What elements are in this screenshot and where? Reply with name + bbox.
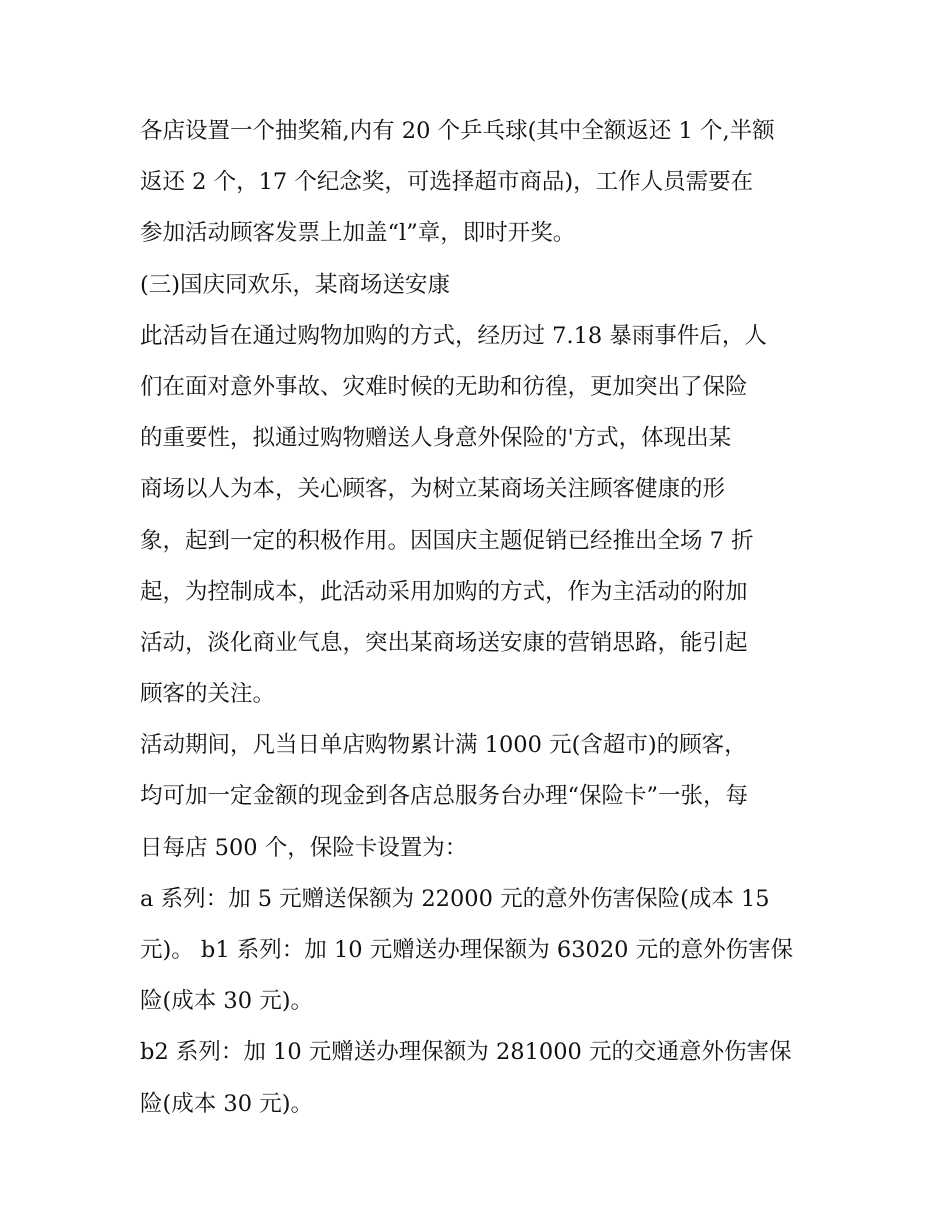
text-line: 顾客的关注。 (140, 681, 276, 708)
text-line: 活动期间，凡当日单店购物累计满 1000 元(含超市)的顾客， (140, 732, 747, 759)
text-line: 险(成本 30 元)。 (140, 1090, 313, 1117)
text-line: 起，为控制成本，此活动采用加购的方式，作为主活动的附加 (140, 578, 748, 605)
body-text (140, 106, 830, 1130)
text-line: 商场以人为本，关心顾客，为树立某商场关注顾客健康的形 (140, 476, 726, 503)
text-line: 象，起到一定的积极作用。因国庆主题促销已经推出全场 7 折 (140, 527, 754, 554)
text-line: 活动，淡化商业气息，突出某商场送安康的营销思路，能引起 (140, 629, 748, 656)
text-line: 险(成本 30 元)。 (140, 988, 313, 1015)
section-heading: (三)国庆同欢乐，某商场送安康 (140, 271, 451, 298)
text-line: 的重要性，拟通过购物赠送人身意外保险的'方式，体现出某 (140, 425, 732, 452)
text-line: 返还 2 个，17 个纪念奖，可选择超市商品)，工作人员需要在 (140, 169, 754, 196)
text-line: a 系列：加 5 元赠送保额为 22000 元的意外伤害保险(成本 15 (140, 885, 770, 912)
text-line: 们在面对意外事故、灾难时候的无助和彷徨，更加突出了保险 (140, 373, 748, 400)
text-line: 日每店 500 个，保险卡设置为： (140, 834, 468, 861)
text-line: 各店设置一个抽奖箱,内有 20 个乒乓球(其中全额返还 1 个,半额 (140, 118, 775, 144)
text-line: 此活动旨在通过购物加购的方式，经历过 7.18 暴雨事件后，人 (140, 322, 767, 349)
text-line: 均可加一定金额的现金到各店总服务台办理“保险卡”一张，每 (140, 783, 749, 810)
text-line: b2 系列：加 10 元赠送办理保额为 281000 元的交通意外伤害保 (140, 1039, 792, 1066)
text-line: 参加活动顾客发票上加盖“l”章，即时开奖。 (140, 220, 576, 247)
text-line: 元)。 b1 系列：加 10 元赠送办理保额为 63020 元的意外伤害保 (140, 937, 794, 963)
